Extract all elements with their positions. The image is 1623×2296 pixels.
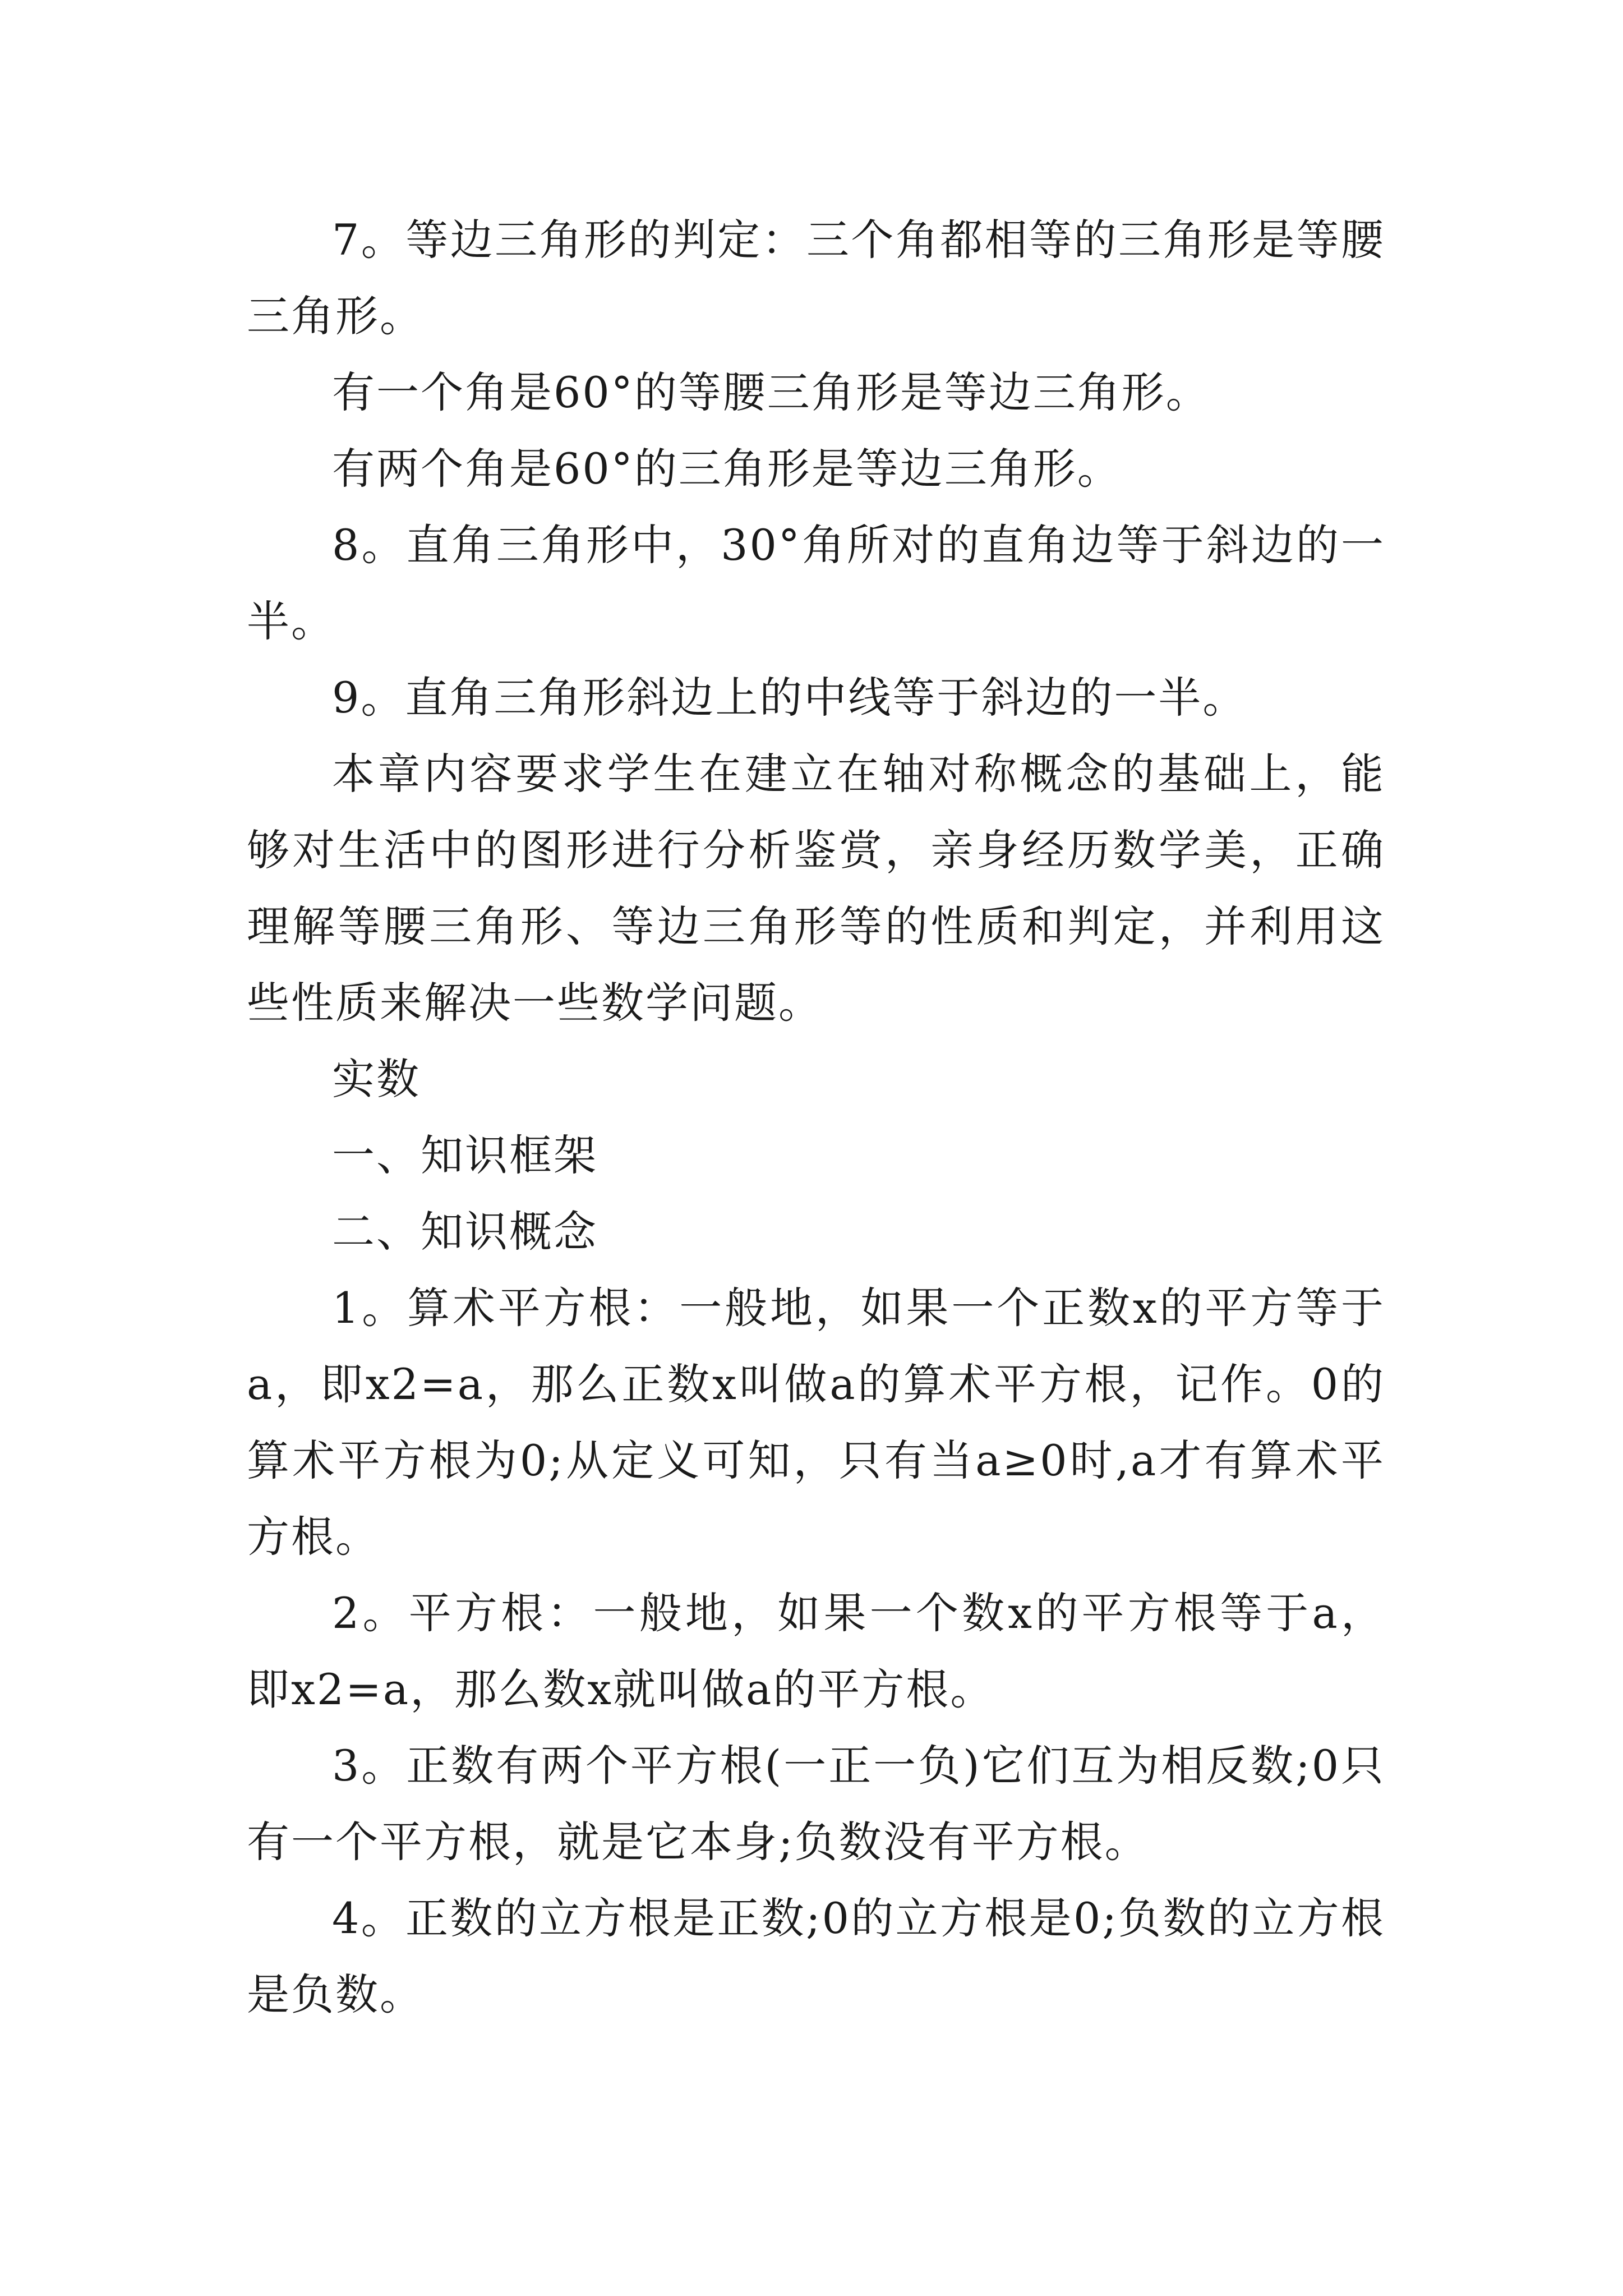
paragraph-arithmetic-square-root: 1。算术平方根：一般地，如果一个正数x的平方等于a，即x2=a，那么正数x叫做a的算术平方根，记作。0的算术平方根为0;从定义可知，只有当a≥0时,a才有算术平方根。 [247,1283,1385,1562]
paragraph-median-hypotenuse: 9。直角三角形斜边上的中线等于斜边的一半。 [332,673,1247,723]
paragraph-square-root: 2。平方根：一般地，如果一个数x的平方根等于a，即x2=a，那么数x就叫做a的平方根。 [247,1588,1385,1714]
paragraph-chapter-summary: 本章内容要求学生在建立在轴对称概念的基础上，能够对生活中的图形进行分析鉴赏，亲身经历数学美，正确理解等腰三角形、等边三角形等的性质和判定，并利用这些性质来解决一些数学问题。 [247,749,1385,1028]
paragraph-isosceles-60: 有一个角是60°的等腰三角形是等边三角形。 [332,367,1210,417]
section-title-real-numbers: 实数 [332,1054,421,1104]
paragraph-cube-root: 4。正数的立方根是正数;0的立方根是0;负数的立方根是负数。 [247,1893,1385,2019]
heading-knowledge-framework: 一、知识框架 [332,1130,598,1180]
paragraph-square-root-properties: 3。正数有两个平方根(一正一负)它们互为相反数;0只有一个平方根，就是它本身;负数没有平方根。 [247,1741,1385,1867]
paragraph-two-angles-60: 有两个角是60°的三角形是等边三角形。 [332,444,1122,494]
document-body [247,202,1385,2033]
paragraph-equilateral-criteria: 7。等边三角形的判定：三个角都相等的三角形是等腰三角形。 [247,215,1385,341]
heading-knowledge-concepts: 二、知识概念 [332,1207,598,1257]
paragraph-30-degree: 8。直角三角形中，30°角所对的直角边等于斜边的一半。 [247,520,1385,646]
